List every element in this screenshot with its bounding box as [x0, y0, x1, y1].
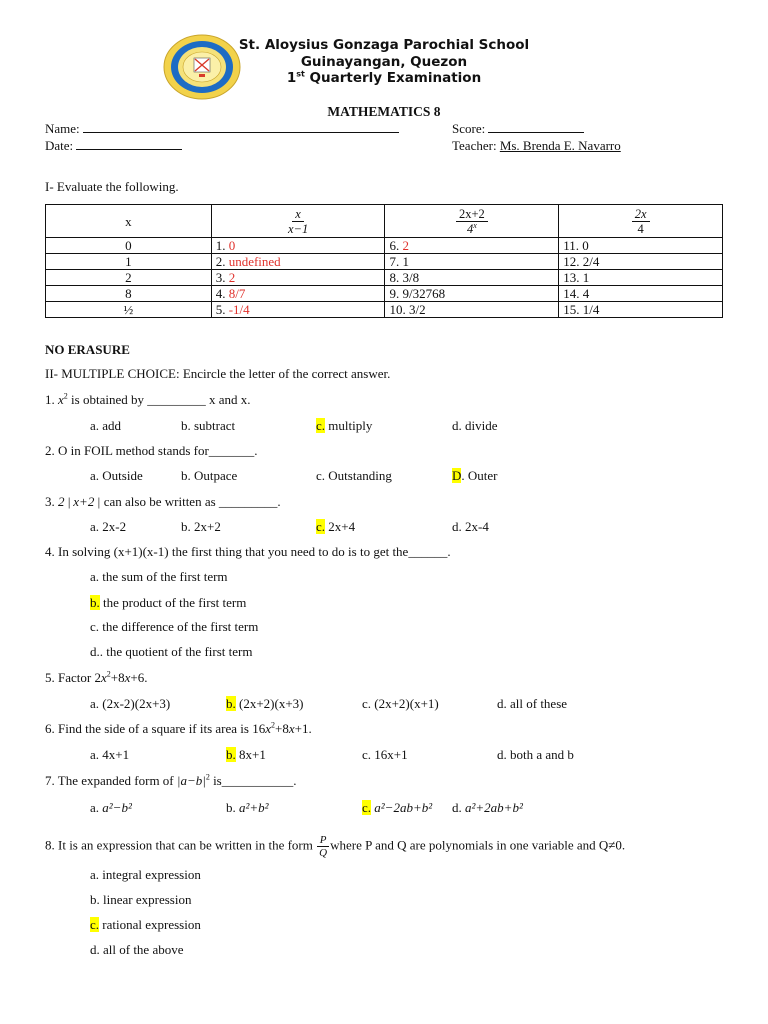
- table-row: [46, 286, 723, 302]
- q4-option-d[interactable]: d.. the quotient of the first term: [90, 644, 253, 659]
- school-name: St. Aloysius Gonzaga Parochial School: [238, 37, 530, 53]
- q7-option-b[interactable]: b. a²+b²: [226, 800, 269, 815]
- answer-cell: 13. 1: [559, 270, 723, 286]
- q1-option-c[interactable]: c. multiply: [316, 418, 373, 433]
- row-x-value: 0: [46, 238, 212, 254]
- q8-option-d[interactable]: d. all of the above: [90, 942, 184, 957]
- q5-option-d[interactable]: d. all of these: [497, 696, 568, 711]
- school-header: [200, 37, 568, 87]
- p-over-q-fraction: $\frac{P}{Q}$: [316, 834, 330, 859]
- table-row: [46, 238, 723, 254]
- col-header-x: x: [46, 205, 212, 238]
- q5-option-b[interactable]: b. (2x+2)(x+3): [226, 696, 304, 711]
- q6-option-b[interactable]: b. 8x+1: [226, 747, 266, 762]
- q3-option-a[interactable]: a. 2x-2: [90, 519, 127, 534]
- question-2: 2. O in FOIL method stands for_______.: [45, 443, 258, 458]
- col-header-expr2: $\frac{2x+2}{4^x}$: [385, 205, 559, 238]
- question-4: 4. In solving (x+1)(x-1) the first thing that you need to do is to get the______.: [45, 544, 451, 559]
- answer-cell: 7. 1: [385, 254, 559, 270]
- score-field[interactable]: [452, 121, 584, 137]
- q3-option-d[interactable]: d. 2x-4: [452, 519, 489, 534]
- answer-cell: 1. 0: [211, 238, 385, 254]
- answer-highlight: c.: [316, 418, 326, 433]
- q4-option-a[interactable]: a. the sum of the first term: [90, 569, 228, 584]
- table-row: [46, 254, 723, 270]
- q6-option-a[interactable]: a. 4x+1: [90, 747, 130, 762]
- answer-highlight: b.: [90, 595, 100, 610]
- q2-option-b[interactable]: b. Outpace: [181, 468, 238, 483]
- date-blank[interactable]: [76, 138, 182, 150]
- q7-option-a[interactable]: a. a²−b²: [90, 800, 132, 815]
- q1-option-a[interactable]: a. add: [90, 418, 122, 433]
- q5-option-a[interactable]: a. (2x-2)(2x+3): [90, 696, 171, 711]
- answer-highlight: D: [452, 468, 462, 483]
- col-header-expr3: $\frac{2x}{4}$: [559, 205, 723, 238]
- answer-cell: 3. 2: [211, 270, 385, 286]
- no-erasure-note: NO ERASURE: [45, 342, 130, 357]
- row-x-value: 1: [46, 254, 212, 270]
- teacher-field: [452, 138, 621, 154]
- date-field[interactable]: [45, 138, 182, 154]
- score-blank[interactable]: [488, 121, 584, 133]
- table-header-row: [46, 205, 723, 238]
- answer-cell: 6. 2: [385, 238, 559, 254]
- q1-option-b[interactable]: b. subtract: [181, 418, 236, 433]
- q7-option-d[interactable]: d. a²+2ab+b²: [452, 800, 523, 815]
- q6-option-c[interactable]: c. 16x+1: [362, 747, 408, 762]
- row-x-value: 8: [46, 286, 212, 302]
- name-label: Name:: [45, 121, 80, 136]
- name-field[interactable]: [45, 121, 399, 137]
- q8-option-a[interactable]: a. integral expression: [90, 867, 201, 882]
- question-3: 3. 2 | x+2 | can also be written as _________.: [45, 494, 281, 509]
- row-x-value: ½: [46, 302, 212, 318]
- answer-highlight: c.: [316, 519, 326, 534]
- answer-cell: 15. 1/4: [559, 302, 723, 318]
- table-row: [46, 270, 723, 286]
- answer-cell: 2. undefined: [211, 254, 385, 270]
- teacher-label: Teacher:: [452, 138, 497, 153]
- table-row: [46, 302, 723, 318]
- answer-highlight: c.: [90, 917, 100, 932]
- question-5: 5. Factor $2x^2+8x+6$.: [45, 669, 148, 685]
- q8-option-c[interactable]: c. rational expression: [90, 917, 201, 932]
- answer-highlight: b.: [226, 696, 236, 711]
- answer-highlight: b.: [226, 747, 236, 762]
- q4-option-c[interactable]: c. the difference of the first term: [90, 619, 259, 634]
- answer-cell: 9. 9/32768: [385, 286, 559, 302]
- q5-option-c[interactable]: c. (2x+2)(x+1): [362, 696, 439, 711]
- subject-title: MATHEMATICS 8: [327, 104, 441, 119]
- question-8: 8. It is an expression that can be written in the form $\frac{P}{Q}$ where P and Q are polynomials in one variable and Q≠0.: [45, 834, 626, 859]
- q2-option-c[interactable]: c. Outstanding: [316, 468, 392, 483]
- teacher-name: Ms. Brenda E. Navarro: [499, 138, 621, 153]
- answer-cell: 12. 2/4: [559, 254, 723, 270]
- score-label: Score:: [452, 121, 486, 136]
- answer-cell: 4. 8/7: [211, 286, 385, 302]
- q4-option-b[interactable]: b. the product of the first term: [90, 595, 247, 610]
- question-6: 6. Find the side of a square if its area is $16x^2+8x+1$.: [45, 720, 312, 736]
- q7-option-c[interactable]: c. a²−2ab+b²: [362, 800, 433, 815]
- q2-option-d[interactable]: D. Outer: [452, 468, 498, 483]
- school-location: Guinayangan, Quezon: [300, 53, 468, 70]
- exam-title: 1st Quarterly Examination: [286, 69, 482, 86]
- question-1: 1. $x^2$ is obtained by _________ x and x.: [45, 391, 251, 407]
- date-label: Date:: [45, 138, 74, 153]
- question-7: 7. The expanded form of $|a-b|^2$ is___________.: [45, 772, 297, 788]
- answer-cell: 11. 0: [559, 238, 723, 254]
- answer-highlight: c.: [362, 800, 372, 815]
- q3-option-c[interactable]: c. 2x+4: [316, 519, 356, 534]
- q1-option-d[interactable]: d. divide: [452, 418, 498, 433]
- answer-cell: 14. 4: [559, 286, 723, 302]
- q3-option-b[interactable]: b. 2x+2: [181, 519, 221, 534]
- name-blank[interactable]: [83, 121, 399, 133]
- q8-option-b[interactable]: b. linear expression: [90, 892, 192, 907]
- q6-option-d[interactable]: d. both a and b: [497, 747, 574, 762]
- row-x-value: 2: [46, 270, 212, 286]
- part1-title: I- Evaluate the following.: [45, 179, 179, 194]
- part2-title: II- MULTIPLE CHOICE: Encircle the letter of the correct answer.: [45, 366, 391, 381]
- answer-cell: 10. 3/2: [385, 302, 559, 318]
- evaluation-table: [45, 204, 723, 318]
- answer-cell: 5. -1/4: [211, 302, 385, 318]
- answer-cell: 8. 3/8: [385, 270, 559, 286]
- col-header-expr1: $\frac{x}{x-1}$: [211, 205, 385, 238]
- q2-option-a[interactable]: a. Outside: [90, 468, 143, 483]
